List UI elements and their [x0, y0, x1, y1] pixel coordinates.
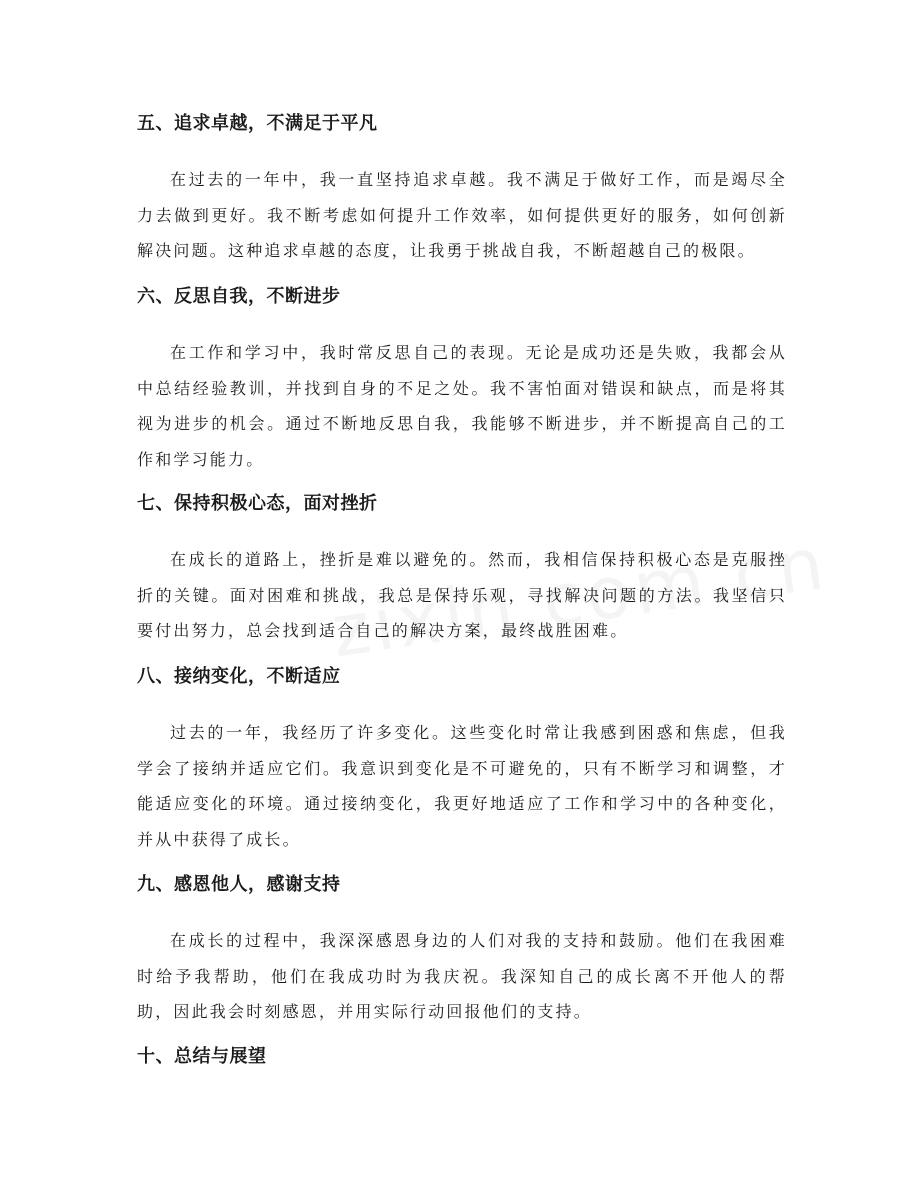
section-heading: 九、感恩他人，感谢支持 [137, 874, 341, 895]
section-heading: 八、接纳变化，不断适应 [137, 666, 341, 687]
section-paragraph: 在成长的过程中，我深深感恩身边的人们对我的支持和鼓励。他们在我困难时给予我帮助，他们在我成功时为我庆祝。我深知自己的成长离不开他人的帮助，因此我会时刻感恩，并用实际行动回报他们的支持。 [137, 931, 787, 1021]
section-heading: 五、追求卓越，不满足于平凡 [137, 113, 378, 134]
section-9 [137, 873, 787, 1030]
section-5 [137, 112, 787, 269]
section-heading: 七、保持积极心态，面对挫折 [137, 493, 378, 514]
section-7 [137, 492, 787, 649]
section-paragraph: 在成长的道路上，挫折是难以避免的。然而，我相信保持积极心态是克服挫折的关键。面对困难和挑战，我总是保持乐观，寻找解决问题的方法。我坚信只要付出努力，总会找到适合自己的解决方案，最终战胜困难。 [137, 550, 787, 640]
section-8 [137, 665, 787, 857]
section-10 [137, 1045, 787, 1069]
section-paragraph: 在过去的一年中，我一直坚持追求卓越。我不满足于做好工作，而是竭尽全力去做到更好。我不断考虑如何提升工作效率，如何提供更好的服务，如何创新解决问题。这种追求卓越的态度，让我勇于挑战自我，不断超越自己的极限。 [137, 170, 787, 260]
section-heading: 十、总结与展望 [137, 1046, 267, 1067]
section-paragraph: 过去的一年，我经历了许多变化。这些变化时常让我感到困惑和焦虑，但我学会了接纳并适应它们。我意识到变化是不可避免的，只有不断学习和调整，才能适应变化的环境。通过接纳变化，我更好地适应了工作和学习中的各种变化，并从中获得了成长。 [137, 723, 787, 849]
section-heading: 六、反思自我，不断进步 [137, 286, 341, 307]
section-6 [137, 285, 787, 477]
section-paragraph: 在工作和学习中，我时常反思自己的表现。无论是成功还是失败，我都会从中总结经验教训，并找到自身的不足之处。我不害怕面对错误和缺点，而是将其视为进步的机会。通过不断地反思自我，我能够不断进步，并不断提高自己的工作和学习能力。 [137, 343, 787, 469]
